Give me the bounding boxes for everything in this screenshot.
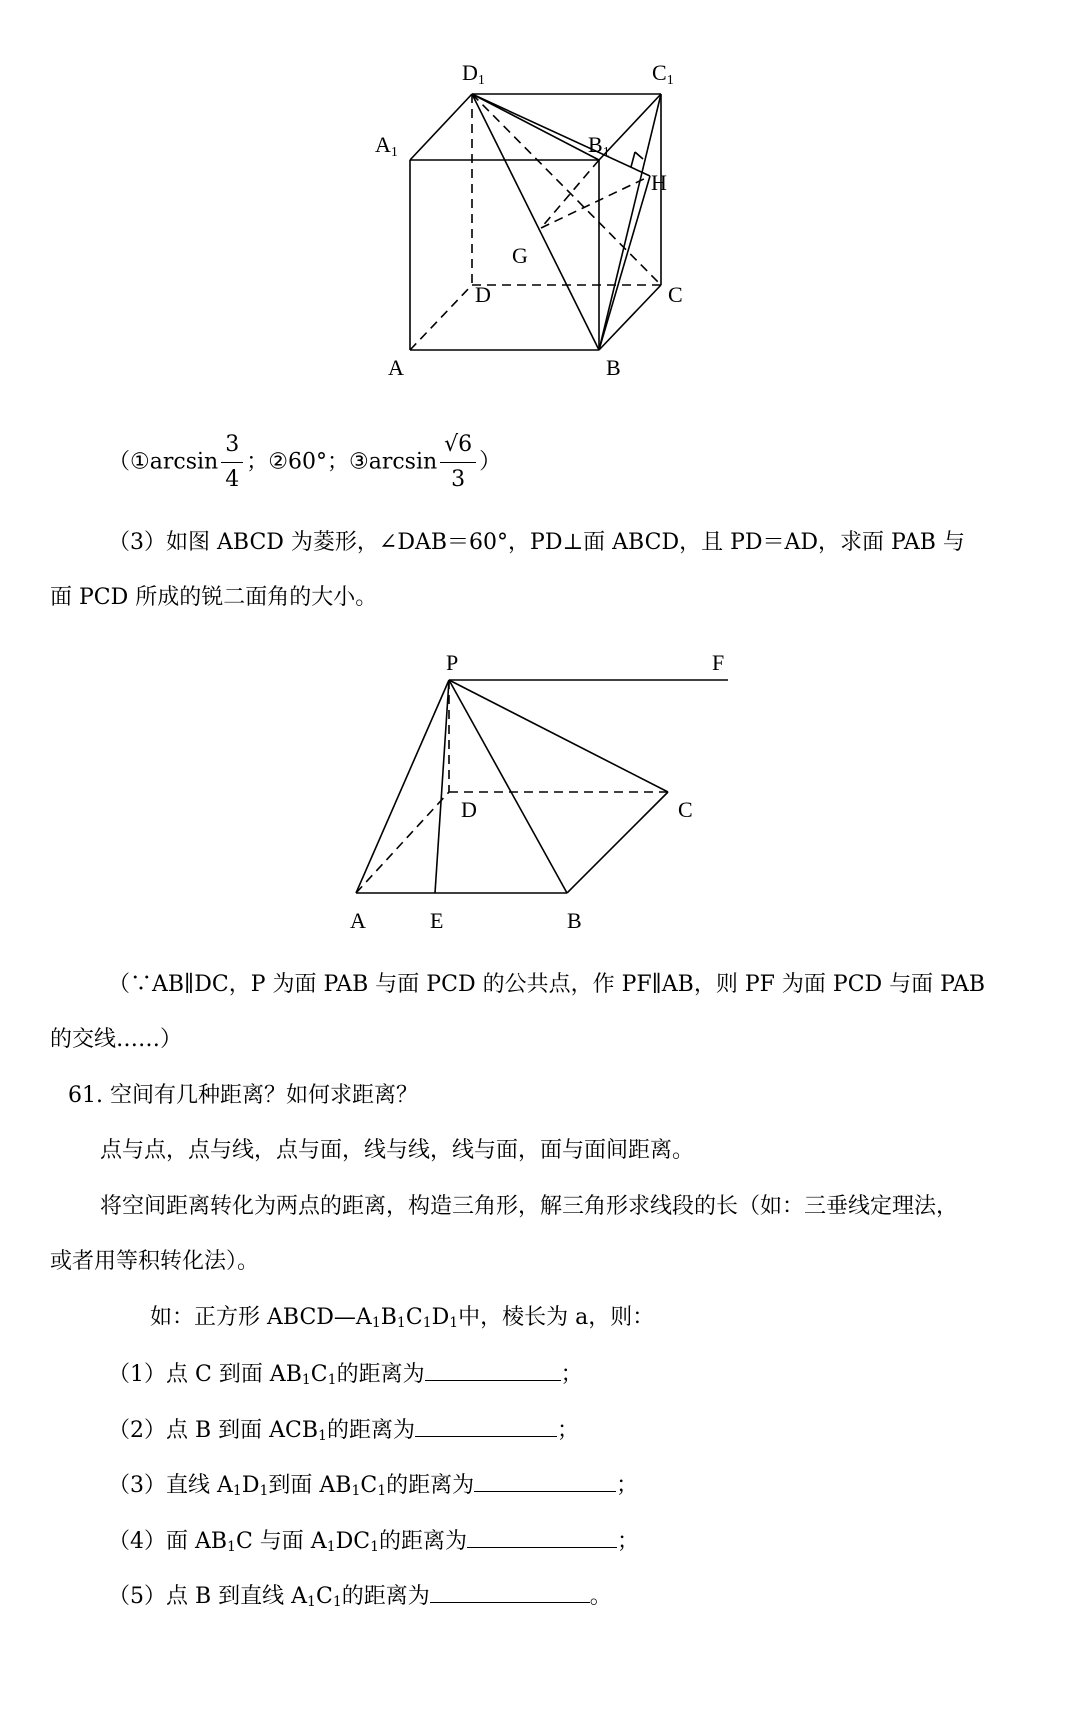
q61-example: 如：正方形 $ABCD—A_1B_1C_1D_1$中，棱长为 a，则： — [150, 1305, 655, 1331]
hint-line1: （∵AB∥DC，P 为面 PAB 与面 PCD 的公共点，作 PF∥AB，则 PF 为面 PCD 与面 PAB — [108, 972, 985, 997]
problem3-line2: 面 PCD 所成的锐二面角的大小。 — [50, 585, 378, 610]
answer-blank[interactable] — [425, 1358, 561, 1381]
answer-blank[interactable] — [474, 1469, 616, 1492]
q61-item-4: （4）面 $AB_1C$ 与面 $A_1DC_1$的距离为 ； — [108, 1525, 639, 1562]
label-A1: A1 — [375, 132, 398, 160]
problem3-line1: （3）如图 ABCD 为菱形，∠DAB＝60°，PD⊥面 ABCD，且 PD＝AD，求面 PAB 与 — [108, 530, 965, 555]
pyramid-figure — [340, 640, 740, 930]
label-D: D — [461, 797, 477, 822]
label-C: C — [668, 282, 683, 307]
pyramid-edges — [356, 680, 728, 893]
q61-item-2: （2）点 B 到面 $ACB_1$的距离为 ； — [108, 1414, 579, 1451]
label-C1: C1 — [652, 60, 674, 88]
label-P: P — [446, 650, 459, 675]
answer-blank[interactable] — [467, 1525, 617, 1548]
cube-edges — [410, 94, 661, 350]
q61-item-3: （3）直线 $A_1D_1$到面 $AB_1C_1$的距离为 ； — [108, 1469, 638, 1506]
label-C: C — [678, 797, 693, 822]
q61-p1: 点与点，点与线，点与面，线与线，线与面，面与面间距离。 — [100, 1138, 695, 1163]
fraction-sqrt6-3: $\frac{√6}{3}$ — [440, 428, 476, 497]
hint-line2: 的交线……） — [50, 1027, 183, 1052]
cube-figure — [360, 50, 690, 380]
label-B: B — [606, 355, 621, 380]
q61-p2a: 将空间距离转化为两点的距离，构造三角形，解三角形求线段的长（如：三垂线定理法， — [100, 1194, 959, 1219]
answers-line: （①arcsin $\frac{3}{4}$ ；②60°；③arcsin $\frac{√6}{3}$ ） — [108, 428, 501, 497]
label-A: A — [388, 355, 404, 380]
label-F: F — [712, 650, 725, 675]
q61-item-1: （1）点 C 到面 $AB_1C_1$的距离为 ； — [108, 1358, 583, 1395]
answer-blank[interactable] — [430, 1580, 590, 1603]
label-G: G — [512, 243, 528, 268]
label-B: B — [567, 908, 582, 930]
q61-p2b: 或者用等积转化法）。 — [50, 1249, 260, 1274]
label-D: D — [475, 282, 491, 307]
q61-title: 61. 空间有几种距离？如何求距离？ — [68, 1083, 418, 1108]
label-A: A — [350, 908, 366, 930]
answer-blank[interactable] — [415, 1414, 557, 1437]
label-H: H — [651, 170, 667, 195]
label-B1: B1 — [588, 132, 610, 160]
label-D1: D1 — [462, 60, 485, 88]
fraction-3-4: $\frac{3}{4}$ — [221, 428, 243, 497]
q61-item-5: （5）点 B 到直线 $A_1C_1$的距离为 。 — [108, 1580, 612, 1617]
label-E: E — [430, 908, 444, 930]
